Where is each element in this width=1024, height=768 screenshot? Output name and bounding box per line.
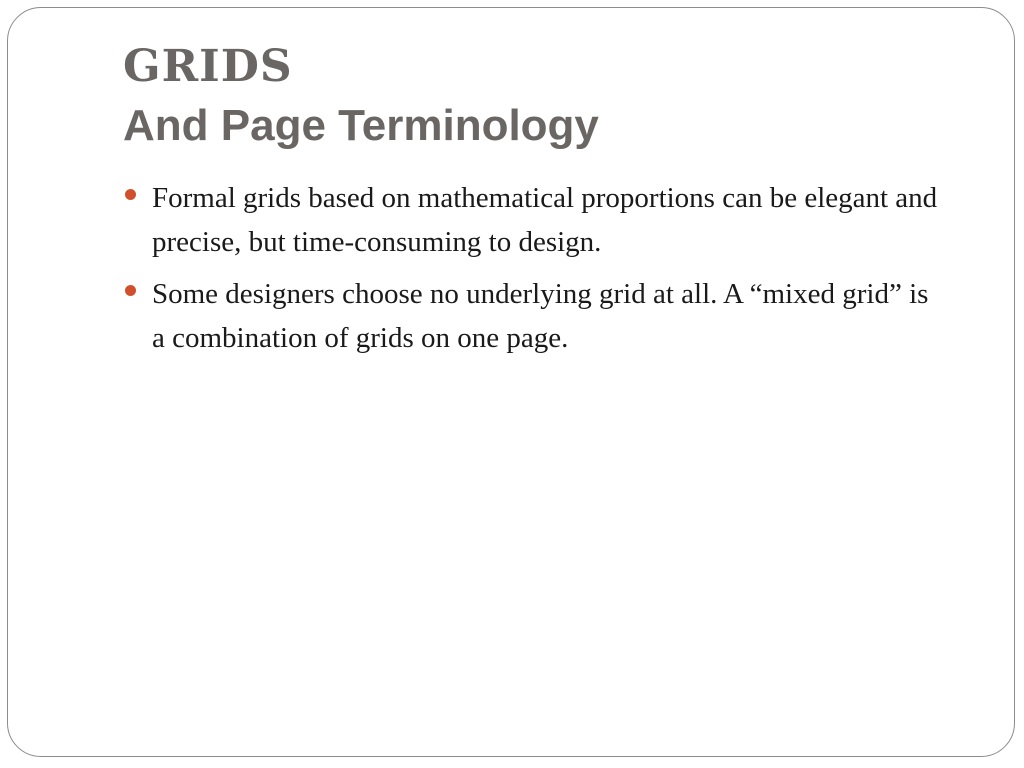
bullet-item xyxy=(123,272,943,360)
bullet-list xyxy=(123,176,943,368)
bullet-dot-icon xyxy=(125,189,136,200)
bullet-text: Formal grids based on mathematical proportions can be elegant and precise, but time-consuming to design. xyxy=(152,182,938,258)
slide-frame xyxy=(7,7,1015,757)
bullet-item xyxy=(123,176,943,264)
bullet-text: Some designers choose no underlying grid at all. A “mixed grid” is a combination of grids on one page. xyxy=(152,278,929,354)
slide-subtitle: And Page Terminology xyxy=(123,101,599,150)
slide-title: GRIDS xyxy=(123,41,293,92)
bullet-dot-icon xyxy=(125,285,136,296)
title-block xyxy=(123,38,923,157)
